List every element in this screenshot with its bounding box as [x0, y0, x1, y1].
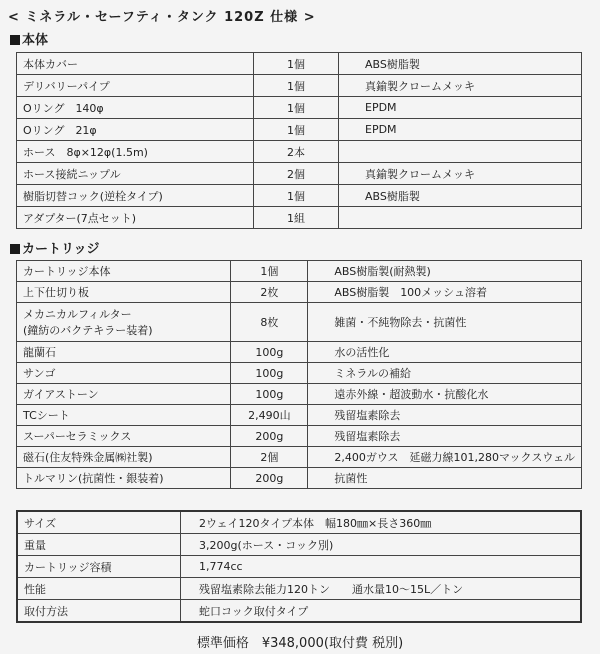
item-cell: トルマリン(抗菌性・銀装着) [17, 468, 231, 489]
material-cell: ABS樹脂製 100メッシュ溶着 [308, 282, 582, 303]
item-note: (鐘紡のバクテキラー装着) [23, 324, 153, 337]
quantity-cell: 1個 [231, 261, 308, 282]
item-cell: 磁石(住友特殊金属㈱社製) [17, 447, 231, 468]
item-cell: スーパーセラミックス [17, 426, 231, 447]
table-row [17, 342, 582, 363]
quantity-cell: 8枚 [231, 303, 308, 342]
item-cell: ホース接続ニップル [17, 163, 254, 185]
item-cell: サンゴ [17, 363, 231, 384]
material-cell [339, 141, 582, 163]
quantity-cell: 200g [231, 468, 308, 489]
material-cell: 真鍮製クロームメッキ [339, 75, 582, 97]
item-cell [17, 303, 231, 342]
cartridge-parts-table [16, 260, 582, 489]
table-row [17, 426, 582, 447]
table-row [17, 185, 582, 207]
quantity-cell: 2個 [254, 163, 339, 185]
item-cell: TCシート [17, 405, 231, 426]
quantity-cell: 1個 [254, 119, 339, 141]
spec-value: 1,774cc [181, 556, 582, 578]
item-cell: ホース 8φ×12φ(1.5m) [17, 141, 254, 163]
table-row [17, 163, 582, 185]
material-cell: ABS樹脂製 [339, 185, 582, 207]
item-cell: 上下仕切り板 [17, 282, 231, 303]
quantity-cell: 2枚 [231, 282, 308, 303]
item-cell: ガイアストーン [17, 384, 231, 405]
quantity-cell: 100g [231, 342, 308, 363]
spec-row [17, 578, 581, 600]
material-cell: 真鍮製クロームメッキ [339, 163, 582, 185]
quantity-cell: 200g [231, 426, 308, 447]
material-cell: 残留塩素除去 [308, 405, 582, 426]
spec-value: 3,200g(ホース・コック別) [181, 534, 582, 556]
quantity-cell: 1個 [254, 75, 339, 97]
spec-value: 蛇口コック取付タイプ [181, 600, 582, 623]
item-cell: Oリング 140φ [17, 97, 254, 119]
table-row [17, 97, 582, 119]
spec-label: 性能 [17, 578, 181, 600]
quantity-cell: 100g [231, 384, 308, 405]
body-parts-table [16, 52, 582, 229]
item-cell: カートリッジ本体 [17, 261, 231, 282]
quantity-cell: 1個 [254, 185, 339, 207]
material-cell: ABS樹脂製 [339, 53, 582, 75]
square-bullet-icon [10, 244, 20, 254]
section-heading-body-label: 本体 [22, 33, 49, 48]
material-cell: 雑菌・不純物除去・抗菌性 [308, 303, 582, 342]
quantity-cell: 1個 [254, 53, 339, 75]
table-row [17, 53, 582, 75]
quantity-cell: 1組 [254, 207, 339, 229]
material-cell: ABS樹脂製(耐熱製) [308, 261, 582, 282]
table-row [17, 468, 582, 489]
item-cell: 龍蘭石 [17, 342, 231, 363]
item-name: メカニカルフィルター [23, 308, 132, 321]
spec-label: 重量 [17, 534, 181, 556]
standard-price: 標準価格 ¥348,000(取付費 税別) [196, 636, 404, 651]
table-row [17, 141, 582, 163]
material-cell: 遠赤外線・超波動水・抗酸化水 [308, 384, 582, 405]
spec-table [16, 510, 582, 623]
page-title: < ミネラル・セーフティ・タンク 120Z 仕様 > [8, 10, 316, 25]
material-cell: 残留塩素除去 [308, 426, 582, 447]
table-row [17, 405, 582, 426]
table-row [17, 384, 582, 405]
material-cell: 抗菌性 [308, 468, 582, 489]
spec-row [17, 534, 581, 556]
quantity-cell: 1個 [254, 97, 339, 119]
material-cell: EPDM [339, 97, 582, 119]
item-cell: アダプター(7点セット) [17, 207, 254, 229]
table-row [17, 303, 582, 342]
item-cell: 樹脂切替コック(逆栓タイプ) [17, 185, 254, 207]
section-heading-body [10, 29, 48, 48]
section-heading-cartridge [10, 238, 99, 257]
spec-label: サイズ [17, 511, 181, 534]
spec-label: カートリッジ容積 [17, 556, 181, 578]
spec-value: 2ウェイ120タイプ本体 幅180㎜×長さ360㎜ [181, 511, 582, 534]
table-row [17, 261, 582, 282]
table-row [17, 363, 582, 384]
spec-row [17, 556, 581, 578]
table-row [17, 119, 582, 141]
material-cell: 水の活性化 [308, 342, 582, 363]
table-row [17, 282, 582, 303]
spec-value: 残留塩素除去能力120トン 通水量10〜15L／トン [181, 578, 582, 600]
table-row [17, 75, 582, 97]
material-cell: ミネラルの補給 [308, 363, 582, 384]
item-cell: 本体カバー [17, 53, 254, 75]
material-cell: EPDM [339, 119, 582, 141]
material-cell [339, 207, 582, 229]
spec-row [17, 600, 581, 623]
item-cell: デリバリーパイプ [17, 75, 254, 97]
material-cell: 2,400ガウス 延磁力線101,280マックスウェル [308, 447, 582, 468]
table-row [17, 447, 582, 468]
quantity-cell: 2,490山 [231, 405, 308, 426]
spec-row [17, 511, 581, 534]
table-row [17, 207, 582, 229]
quantity-cell: 2個 [231, 447, 308, 468]
square-bullet-icon [10, 35, 20, 45]
spec-label: 取付方法 [17, 600, 181, 623]
section-heading-cartridge-label: カートリッジ [22, 242, 100, 257]
quantity-cell: 2本 [254, 141, 339, 163]
quantity-cell: 100g [231, 363, 308, 384]
item-cell: Oリング 21φ [17, 119, 254, 141]
